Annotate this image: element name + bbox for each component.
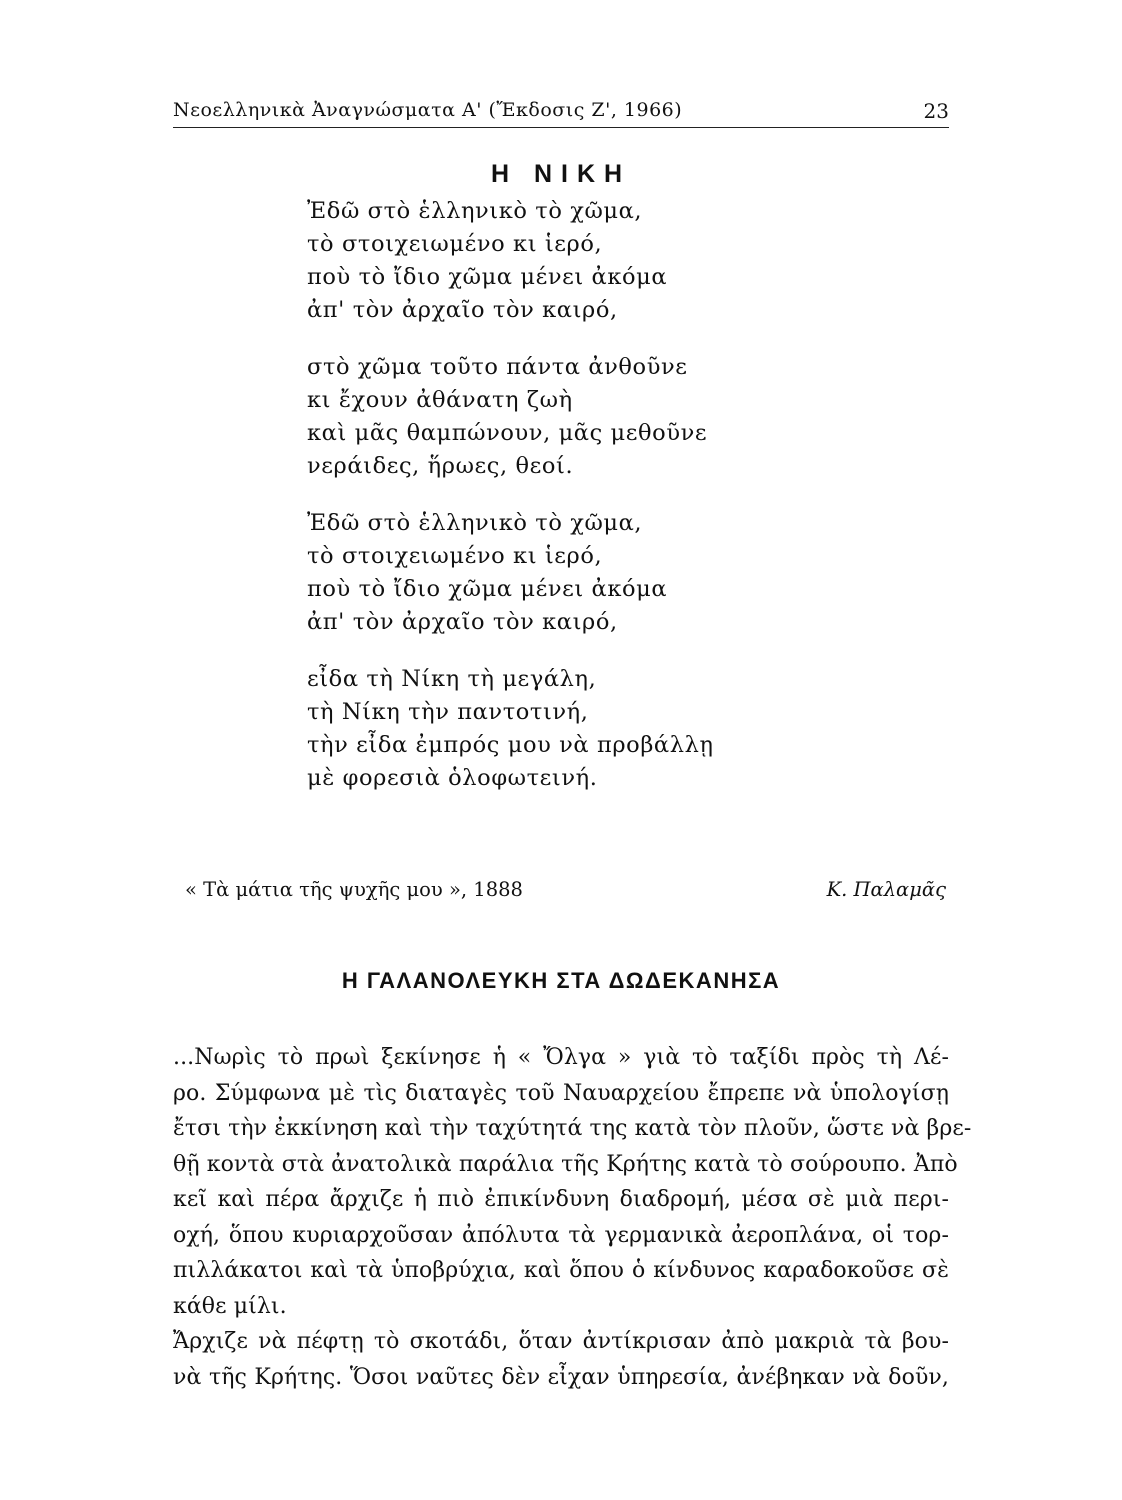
poem-line: τὴ Νίκη τὴν παντοτινή,: [307, 699, 589, 725]
poem-line: τὸ στοιχειωμένο κι ἱερό,: [307, 543, 603, 569]
poem-line: τὸ στοιχειωμένο κι ἱερό,: [307, 231, 603, 257]
running-title: Νεοελληνικὰ Ἀναγνώσματα Α' (Ἔκδοσις Ζ', 1966): [173, 99, 683, 121]
poem-line: ποὺ τὸ ἴδιο χῶμα μένει ἀκόμα: [307, 576, 668, 602]
poem-source: « Τὰ μάτια τῆς ψυχῆς μου », 1888: [185, 878, 523, 901]
text-line: κάθε μίλι.: [173, 1293, 287, 1319]
poem-author: Κ. Παλαμᾶς: [826, 878, 946, 901]
text-line: πιλλάκατοι καὶ τὰ ὑποβρύχια, καὶ ὅπου ὁ κίνδυνος καραδοκοῦσε σὲ: [173, 1258, 949, 1283]
poem-line: ἀπ' τὸν ἀρχαῖο τὸν καιρό,: [307, 609, 618, 635]
poem-stanza: [307, 351, 947, 483]
running-header: [173, 95, 949, 128]
text-line: ...Νωρὶς τὸ πρωὶ ξεκίνησε ἡ « Ὄλγα » γιὰ τὸ ταξίδι πρὸς τὴ Λέ-: [173, 1045, 949, 1070]
section-title: Η ΓΑΛΑΝΟΛΕΥΚΗ ΣΤΑ ΔΩΔΕΚΑΝΗΣΑ: [341, 968, 781, 993]
poem-stanza: [307, 507, 947, 639]
text-line: κεῖ καὶ πέρα ἄρχιζε ἡ πιὸ ἐπικίνδυνη διαδρομή, μέσα σὲ μιὰ περι-: [173, 1187, 949, 1212]
poem-line: καὶ μᾶς θαμπώνουν, μᾶς μεθοῦνε: [307, 420, 708, 446]
poem-body: [307, 195, 947, 819]
poem-stanza: [307, 663, 947, 795]
poem-line: νεράιδες, ἥρωες, θεοί.: [307, 453, 574, 479]
poem-line: ἀπ' τὸν ἀρχαῖο τὸν καιρό,: [307, 297, 618, 323]
poem-title: Η ΝΙΚΗ: [490, 160, 632, 188]
text-line: νὰ τῆς Κρήτης. Ὅσοι ναῦτες δὲν εἶχαν ὑπηρεσία, ἀνέβηκαν νὰ δοῦν,: [173, 1364, 949, 1390]
poem-line: κι ἔχουν ἀθάνατη ζωὴ: [307, 387, 573, 413]
poem-line: Ἐδῶ στὸ ἑλληνικὸ τὸ χῶμα,: [307, 198, 643, 224]
text-line: ἔτσι τὴν ἐκκίνηση καὶ τὴν ταχύτητά της κατὰ τὸν πλοῦν, ὥστε νὰ βρε-: [173, 1116, 972, 1141]
text-line: Ἄρχιζε νὰ πέφτῃ τὸ σκοτάδι, ὅταν ἀντίκρισαν ἀπὸ μακριὰ τὰ βου-: [173, 1329, 949, 1354]
paragraph: [173, 1324, 949, 1395]
poem-line: τὴν εἶδα ἐμπρός μου νὰ προβάλλῃ: [307, 732, 714, 758]
paragraph: [173, 1040, 972, 1324]
page-number: 23: [923, 99, 949, 123]
poem-attribution: [185, 878, 946, 908]
poem-line: μὲ φορεσιὰ ὁλοφωτεινή.: [307, 765, 598, 791]
poem-line: εἶδα τὴ Νίκη τὴ μεγάλη,: [307, 666, 597, 692]
poem-line: στὸ χῶμα τοῦτο πάντα ἀνθοῦνε: [307, 354, 688, 380]
text-line: ρο. Σύμφωνα μὲ τὶς διαταγὲς τοῦ Ναυαρχείου ἔπρεπε νὰ ὑπολογίσῃ: [173, 1080, 949, 1106]
text-line: οχή, ὅπου κυριαρχοῦσαν ἀπόλυτα τὰ γερμανικὰ ἀεροπλάνα, οἱ τορ-: [173, 1222, 949, 1248]
poem-line: Ἐδῶ στὸ ἑλληνικὸ τὸ χῶμα,: [307, 510, 643, 536]
poem-line: ποὺ τὸ ἴδιο χῶμα μένει ἀκόμα: [307, 264, 668, 290]
poem-stanza: [307, 195, 947, 327]
prose-body: [173, 1040, 972, 1395]
text-line: θῇ κοντὰ στὰ ἀνατολικὰ παράλια τῆς Κρήτης κατὰ τὸ σούρουπο. Ἀπὸ: [173, 1151, 958, 1177]
